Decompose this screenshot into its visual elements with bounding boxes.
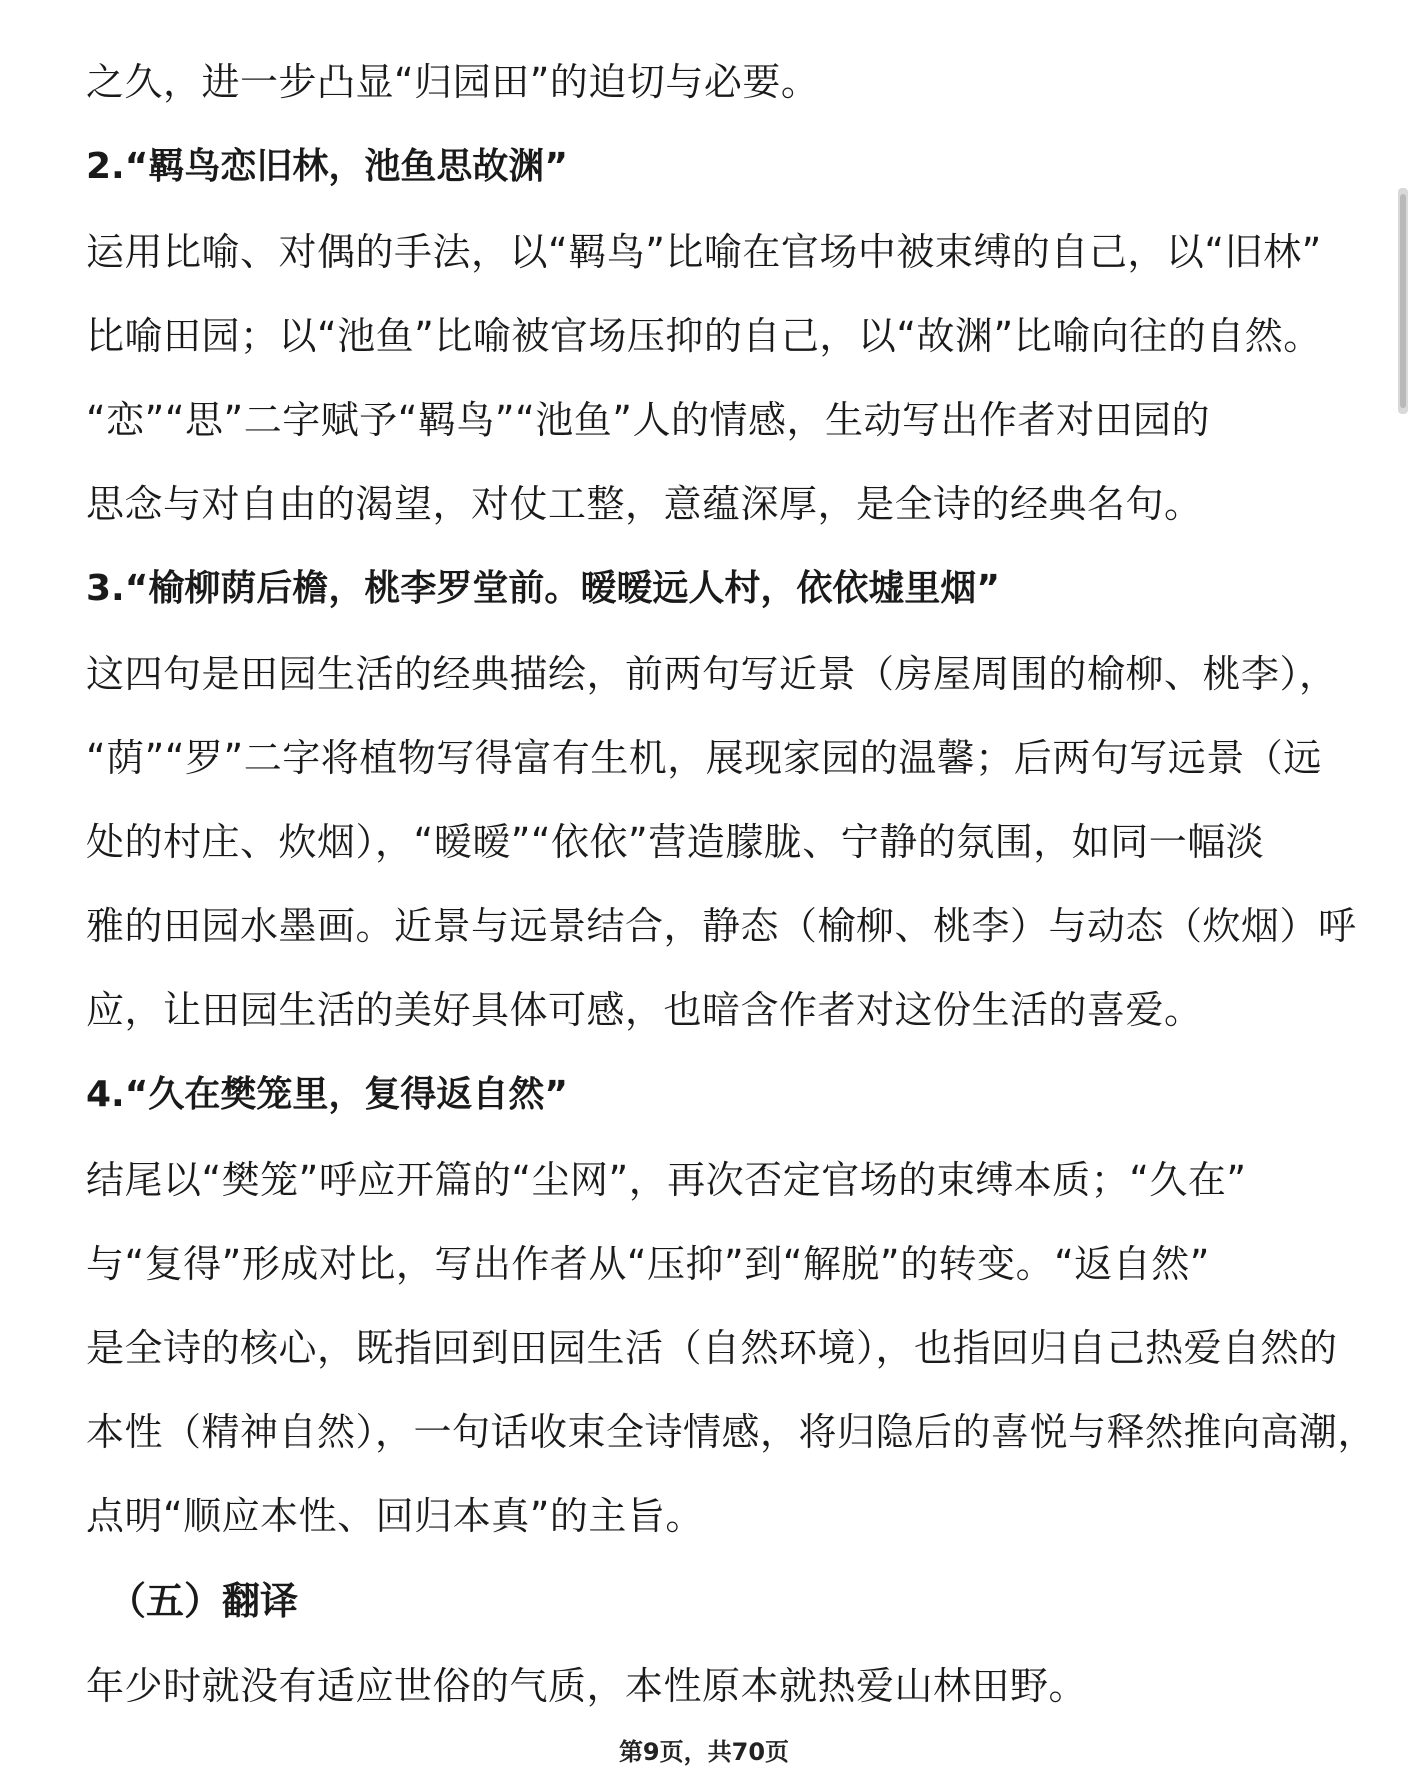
item-heading-4: 4.“久在樊笼里，复得返自然” <box>86 1074 569 1115</box>
body-line: 应，让田园生活的美好具体可感，也暗含作者对这份生活的喜爱。 <box>86 988 1203 1032</box>
page-number-footer: 第9页，共70页 <box>618 1738 790 1766</box>
body-line: 本性（精神自然），一句话收束全诗情感，将归隐后的喜悦与释然推向高潮， <box>86 1410 1377 1454</box>
scrollbar-thumb[interactable] <box>1400 194 1406 408</box>
body-line: 处的村庄、炊烟），“暧暧”“依依”营造朦胧、宁静的氛围，如同一幅淡 <box>86 820 1265 864</box>
item-heading-2: 2.“羁鸟恋旧林，池鱼思故渊” <box>86 146 569 187</box>
body-line: 这四句是田园生活的经典描绘，前两句写近景（房屋周围的榆柳、桃李）， <box>86 652 1338 696</box>
body-line: 点明“顺应本性、回归本真”的主旨。 <box>86 1494 704 1538</box>
body-line: “恋”“思”二字赋予“羁鸟”“池鱼”人的情感，生动写出作者对田园的 <box>86 398 1210 442</box>
body-line: 与“复得”形成对比，写出作者从“压抑”到“解脱”的转变。“返自然” <box>86 1242 1210 1286</box>
body-line: 雅的田园水墨画。近景与远景结合，静态（榆柳、桃李）与动态（炊烟）呼 <box>86 904 1357 948</box>
body-line: 结尾以“樊笼”呼应开篇的“尘网”，再次否定官场的束缚本质；“久在” <box>86 1158 1247 1202</box>
body-line: 之久，进一步凸显“归园田”的迫切与必要。 <box>86 60 820 104</box>
body-line: “荫”“罗”二字将植物写得富有生机，展现家园的温馨；后两句写远景（远 <box>86 736 1322 780</box>
body-line: 比喻田园；以“池鱼”比喻被官场压抑的自己，以“故渊”比喻向往的自然。 <box>86 314 1322 358</box>
body-line: 思念与对自由的渴望，对仗工整，意蕴深厚，是全诗的经典名句。 <box>86 482 1203 526</box>
document-body <box>86 40 1377 1728</box>
section-heading-translation: （五）翻译 <box>108 1579 299 1623</box>
body-line: 是全诗的核心，既指回到田园生活（自然环境），也指回归自己热爱自然的 <box>86 1326 1338 1370</box>
item-heading-3: 3.“榆柳荫后檐，桃李罗堂前。暧暧远人村，依依墟里烟” <box>86 568 1001 609</box>
body-line: 运用比喻、对偶的手法，以“羁鸟”比喻在官场中被束缚的自己，以“旧林” <box>86 230 1322 274</box>
vertical-scrollbar[interactable] <box>1398 188 1408 414</box>
body-line: 年少时就没有适应世俗的气质，本性原本就热爱山林田野。 <box>86 1664 1088 1708</box>
